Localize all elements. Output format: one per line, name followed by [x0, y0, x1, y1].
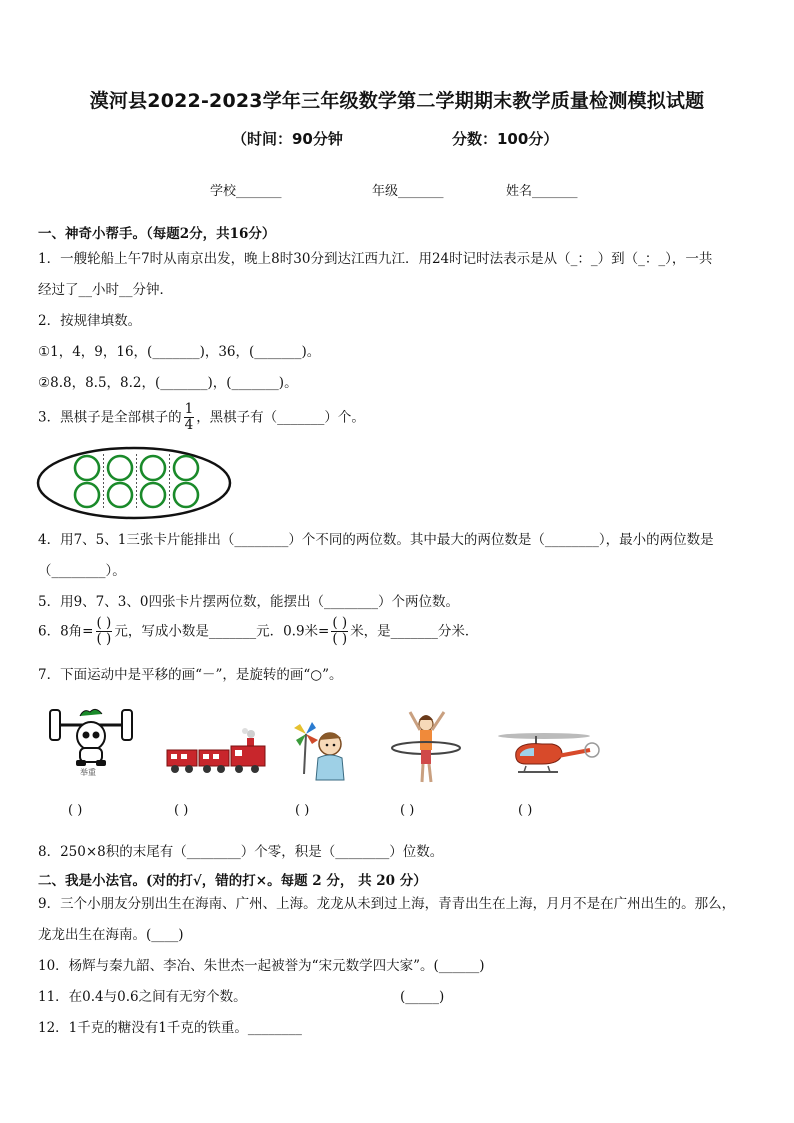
q2-text: 2．按规律填数。	[38, 313, 142, 329]
q6-frac2-den: ( )	[332, 631, 348, 647]
q7-answer-1[interactable]: ( )	[68, 803, 83, 818]
school-field[interactable]: 学校_______	[210, 184, 282, 199]
name-field[interactable]: 姓名_______	[506, 184, 578, 199]
page-title: 漠河县2022-2023学年三年级数学第二学期期末教学质量检测模拟试题	[89, 90, 705, 112]
q6-fraction-1	[96, 616, 113, 647]
q3-pre: 3．黑棋子是全部棋子的	[38, 409, 182, 426]
q6-fraction-2	[331, 616, 348, 647]
q5-text: 5．用9、7、3、0四张卡片摆两位数，能摆出（________）个两位数。	[38, 594, 459, 610]
q3-frac-num: 1	[184, 401, 194, 417]
q7-answer-2[interactable]: ( )	[174, 803, 189, 818]
q1-line1: 1．一艘轮船上午7时从南京出发，晚上8时30分到达江西九江．用24时记时法表示是从（_：_）到（_：_），一共	[38, 251, 713, 267]
q7-answer-4[interactable]: ( )	[400, 803, 415, 818]
q11-answer[interactable]: (_____)	[400, 989, 445, 1005]
q4-line1: 4．用7、5、1三张卡片能排出（________）个不同的两位数。其中最大的两位数是（________），最小的两位数是	[38, 532, 714, 548]
q1-line2: 经过了__小时__分钟．	[38, 282, 173, 298]
q6-part-c: 米，是_______分米．	[350, 623, 479, 640]
q8-text: 8．250×8积的末尾有（________）个零，积是（________）位数。	[38, 844, 444, 860]
panda-caption: 举重	[80, 768, 96, 777]
helicopter-image	[496, 726, 602, 782]
q6-line	[38, 616, 478, 647]
q6-frac1-den: ( )	[96, 631, 112, 647]
hula-hoop-girl-image	[388, 708, 462, 786]
q7-answer-5[interactable]: ( )	[518, 803, 533, 818]
grade-field[interactable]: 年级_______	[372, 184, 444, 199]
section1-heading: 一、神奇小帮手。（每题2分，共16分）	[38, 226, 276, 242]
q9-line2: 龙龙出生在海南。(____)	[38, 927, 184, 943]
q7-text: 7．下面运动中是平移的画“－”，是旋转的画“○”。	[38, 667, 343, 683]
q3-line	[38, 402, 365, 433]
q6-part-a: 6．8角=	[38, 623, 94, 640]
divider-lines	[104, 454, 170, 510]
q6-frac2-num: ( )	[332, 615, 348, 631]
train-image	[165, 728, 269, 778]
q6-part-b: 元，写成小数是_______元．0.9米=	[114, 623, 330, 640]
q10-text: 10．杨辉与秦九韶、李冶、朱世杰一起被誉为“宋元数学四大家”。(______)	[38, 958, 485, 974]
q6-frac1-num: ( )	[96, 615, 112, 631]
q3-frac-den: 4	[184, 417, 194, 433]
pieces-oval	[38, 448, 230, 518]
exam-time: （时间：90分钟	[232, 130, 343, 148]
section2-heading: 二、我是小法官。(对的打√，错的打×。每题 2 分， 共 20 分）	[38, 873, 427, 889]
chess-pieces-figure	[36, 446, 236, 522]
q4-line2: （________）。	[38, 563, 126, 579]
q3-fraction	[184, 402, 195, 433]
q2-part2: ②8.8，8.5，8.2，(_______)，(_______)。	[38, 375, 298, 391]
exam-score: 分数：100分）	[452, 130, 559, 148]
q2-part1: ①1，4，9，16，(_______)，36，(_______)。	[38, 344, 321, 360]
panda-weightlifting-image	[46, 704, 136, 776]
pinwheel-boy-image	[288, 712, 350, 784]
q7-answer-3[interactable]: ( )	[295, 803, 310, 818]
q11-text: 11．在0.4与0.6之间有无穷个数。	[38, 989, 247, 1005]
q12-text: 12．1千克的糖没有1千克的铁重。________	[38, 1020, 302, 1036]
q9-line1: 9．三个小朋友分别出生在海南、广州、上海。龙龙从未到过上海，青青出生在上海，月月不是在广州出生的。那么，	[38, 896, 736, 912]
q3-post: ，黑棋子有（_______）个。	[196, 409, 365, 426]
